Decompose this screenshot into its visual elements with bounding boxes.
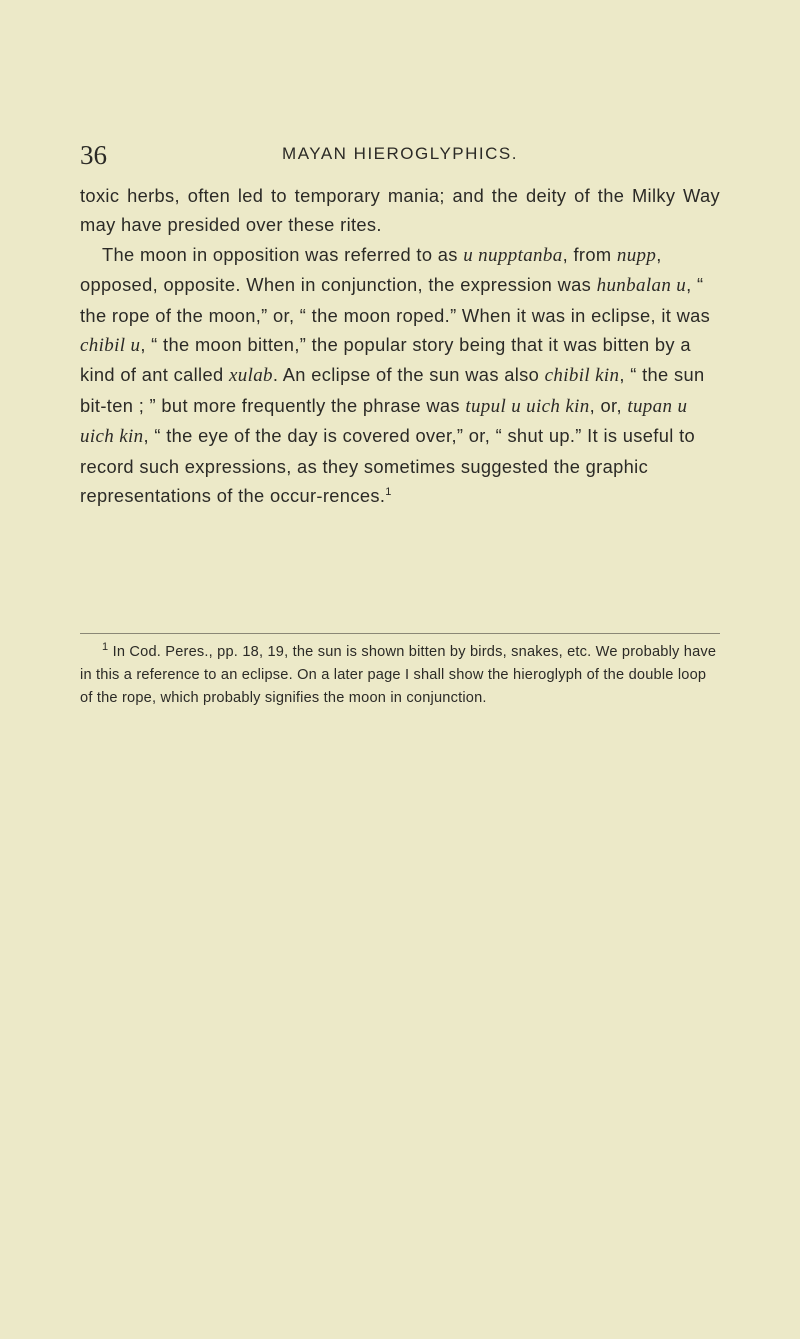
text-run: , “ the eye of the day is covered over,” or, “ shut up.” It is useful to record such expressions, as they sometimes suggested the graphic representations of the occur-rences. bbox=[80, 425, 696, 507]
page-header bbox=[80, 137, 720, 173]
footnote-body: In Cod. Peres., pp. 18, 19, the sun is shown bitten by birds, snakes, etc. We probably have in this a reference to an eclipse. On a later page I shall show the hieroglyph of the double loop of the rope, which probably signifies the moon in conjunction. bbox=[80, 644, 717, 706]
text-run: , opposed, opposite. When in conjunction, the expression was bbox=[80, 243, 662, 296]
body-text bbox=[80, 181, 720, 510]
footnote bbox=[80, 641, 720, 710]
page-number: 36 bbox=[80, 140, 107, 170]
running-head: MAYAN HIEROGLYPHICS. bbox=[282, 144, 518, 163]
mayan-term: chibil u bbox=[80, 335, 141, 357]
footnote-rule bbox=[80, 633, 720, 634]
footnote-reference: 1 bbox=[385, 485, 392, 498]
mayan-term: tupan u uich kin bbox=[80, 395, 688, 448]
text-run: , or, bbox=[589, 394, 628, 416]
text-run: , “ the moon bitten,” the popular story being that it was bitten by a kind of ant called bbox=[80, 334, 691, 386]
mayan-term: xulab bbox=[228, 365, 273, 387]
text-run: , from bbox=[562, 243, 617, 265]
text-run: , “ the rope of the moon,” or, “ the moon roped.” When it was in eclipse, it was bbox=[80, 274, 711, 326]
mayan-term: tupul u uich kin bbox=[465, 395, 590, 417]
text-run: . An eclipse of the sun was also bbox=[272, 364, 545, 386]
paragraph-2 bbox=[80, 240, 720, 511]
text-run: , “ the sun bit-ten ; ” but more frequently the phrase was bbox=[80, 364, 705, 416]
footnote-text bbox=[80, 641, 720, 710]
text-run: The moon in opposition was referred to as bbox=[102, 243, 464, 265]
mayan-term: chibil kin bbox=[544, 365, 620, 387]
mayan-term: hunbalan u bbox=[596, 275, 687, 297]
mayan-term: nupp bbox=[616, 244, 657, 266]
footnote-marker: 1 bbox=[102, 641, 109, 654]
paragraph-1: toxic herbs, often led to temporary mania; and the deity of the Milky Way may have presided over these rites. bbox=[80, 185, 720, 236]
mayan-term: u nupptanba bbox=[463, 244, 563, 266]
